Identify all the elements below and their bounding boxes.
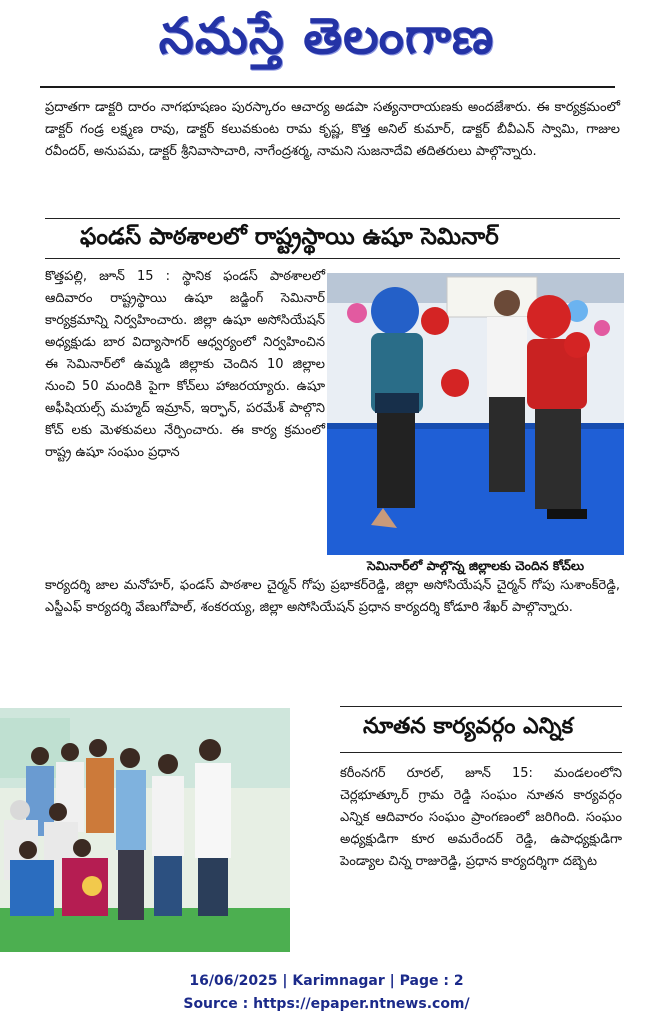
article1-body-left: కొత్తపల్లి, జూన్ 15 : స్థానిక ఫండస్ పాఠశాలలో ఆదివారం రాష్ట్రస్థాయి ఉషూ జడ్జింగ్ సెమినార్ కార్యక్రమాన్ని నిర్వహించారు. జిల్లా ఉషూ అసోసియేషన్ అధ్యక్షుడు బార విద్యాసాగర్ ఆధ్వర్యంలో నిర్వహించిన ఈ సెమినార్‌లో ఉమ్మడి జిల్లాకు చెందిన 10 జిల్లాల నుంచి 50 మందికి పైగా కోచ్‌లు హాజరయ్యారు. ఉషూ అఫీషియల్స్ మహ్మద్ ఇమ్రాన్, ఇర్ఫాన్, పరమేశ్ పాల్గొని కోచ్ లకు మెళకువలు నేర్పించారు. ఈ కార్య క్రమంలో రాష్ట్ర ఉషూ సంఘం ప్రధాన (45, 269, 325, 460)
group-photo-illustration (0, 708, 290, 952)
article1-headline: ఫండస్ పాఠశాలలో రాష్ట్రస్థాయి ఉషూ సెమినార్ (80, 224, 499, 250)
divider (45, 258, 620, 259)
divider (340, 752, 622, 753)
photo-caption: సెమినార్‌లో పాల్గొన్న జిల్లాలకు చెందిన కోచ్‌లు (366, 558, 585, 573)
footer-source: Source : https://epaper.ntnews.com/ (183, 996, 470, 1012)
masthead-divider (40, 86, 615, 88)
seminar-photo-illustration (327, 273, 624, 555)
divider (340, 706, 622, 707)
newspaper-title: నమస్తే తెలంగాణ (158, 6, 495, 65)
masthead (0, 0, 653, 88)
seminar-photo (327, 273, 624, 555)
footer-date-edition: 16/06/2025 | Karimnagar | Page : 2 (189, 973, 464, 989)
group-photo (0, 708, 290, 952)
intro-paragraph: ప్రదాతగా డాక్టరి దారం నాగభూషణం పురస్కారం ఆచార్య అడపా సత్యనారాయణకు అందజేశారు. ఈ కార్యక్రమంలో డాక్టర్ గండ్ర లక్ష్మణ రావు, డాక్టర్ కలువకుంట రామ కృష్ణ, కొత్త అనిల్ కుమార్, డాక్టర్ బీవీఎన్ స్వామి, గాజుల రవీందర్, అనుపమ, డాక్టర్ శ్రీనివాసాచారి, నాగేంద్రశర్మ, నామని సుజనాదేవి తదితరులు పాల్గొన్నారు. (45, 100, 620, 159)
article2-body: కరీంనగర్ రూరల్, జూన్ 15: మండలంలోని చెర్లభూత్కూర్ గ్రామ రెడ్డి సంఘం నూతన కార్యవర్గం ఎన్నిక ఆదివారం సంఘం ప్రాంగణంలో జరిగింది. సంఘం అధ్యక్షుడిగా కూర అమరేందర్ రెడ్డి, ఉపాధ్యక్షుడిగా పెండ్యాల చిన్న రాజురెడ్డి, ప్రధాన కార్యదర్శిగా దబ్బెట (340, 766, 622, 869)
article2-headline: నూతన కార్యవర్గం ఎన్నిక (363, 714, 574, 739)
article1-body-full: కార్యదర్శి జాల మనోహర్, ఫండస్ పాఠశాల చైర్మన్ గోపు ప్రభాకర్‌రెడ్డి, జిల్లా అసోసియేషన్ చైర్మన్ గోపు సుశాంక్‌రెడ్డి, ఎస్జీఎఫ్ కార్యదర్శి వేణుగోపాల్, శంకరయ్య, జిల్లా అసోసియేషన్ ప్రధాన కార్యదర్శి కోడూరి శేఖర్ పాల్గొన్నారు. (45, 578, 620, 615)
divider (45, 218, 620, 219)
